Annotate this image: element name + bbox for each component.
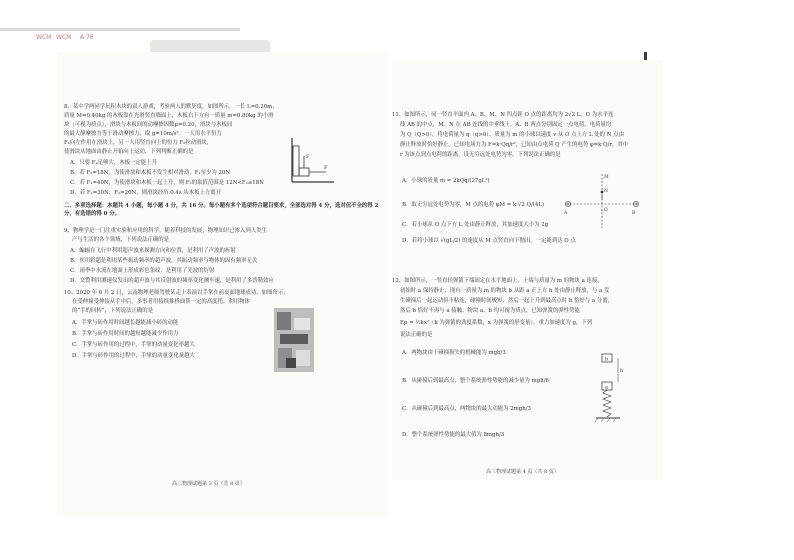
q10-option-b: B．手掌与砖作用时间的越短越能减少作用力 bbox=[72, 331, 179, 337]
q9-option-b: B．医用彩超是利用某些振动频率的超声波，其振动频率与物体的固有频率无关 bbox=[70, 258, 258, 264]
q12-line-1: 12、如图所示，一竖直轻弹簧下端固定在水平地面上，上端与质量为 m 的物块 a 连接， bbox=[392, 278, 603, 284]
q10-line-3: 的“手的回转”，下列说法正确的是 bbox=[72, 308, 153, 314]
fig12-label-h: h bbox=[620, 368, 624, 374]
q8-line-1: 8、某中学两同学玩积木块的双人游戏，考验两人的默契度。如图所示，一长 L=0.20m、 bbox=[64, 104, 278, 110]
fig11-label-m: M bbox=[604, 175, 609, 180]
q11-option-d: D．若将小球以 √(gL/2) 的速度从 M 点竖直向下抛出，一定能到达 O 点 bbox=[402, 238, 576, 244]
q12-option-b: B．从碰撞后到最高点，整个系统弹性势能的减少量为 mgh/6 bbox=[402, 378, 549, 384]
fig11-label-n: N bbox=[604, 189, 608, 194]
q9-option-d: D．交警利用测速仪发出的超声波与其反射波的频率变化测车速，是利用了多普勒效应 bbox=[70, 278, 274, 284]
q8-figure bbox=[286, 136, 336, 186]
q9-option-a: A．蝙蝠在飞行中利用超声波来探测方向和位置，是利用了声波的折射 bbox=[70, 248, 236, 254]
q12-option-c: C．从碰撞后到最高点，两物块的最大动能为 2mgh/3 bbox=[402, 406, 531, 412]
q11-line-5: r 为该点到点电荷的距离，设无穷远处电势为零，下列说法正确的是 bbox=[400, 152, 561, 158]
q9-line-2: 产与生活的各个领域，下列说法正确的是 bbox=[72, 237, 170, 243]
q8-option-a: A．只要 F₂足够大，木板一定能上升 bbox=[70, 160, 157, 166]
q8-option-b: B．若 F₂=18N，为使滑块和木板不发生相对滑动，F₁至少为 20N bbox=[70, 170, 231, 176]
q8-option-d: D．若 F₁=30N，F₂=20N，则滑块经历 0.4s 从木板上方离开 bbox=[70, 190, 222, 196]
header-mark-1: WCM bbox=[36, 34, 52, 41]
q12-line-6: 说法正确的是 bbox=[400, 332, 433, 338]
q9-line-1: 9、物理学是一门注重实验和应用的科学，随着科技的发展，物理知识已渗入到人类生 bbox=[64, 228, 267, 234]
q12-figure bbox=[592, 352, 628, 428]
q12-option-d: D．整个系统弹性势能的最大值为 8mgh/3 bbox=[402, 432, 505, 438]
exam-page-3 bbox=[58, 52, 388, 517]
header-mark-3: A·76 bbox=[80, 34, 94, 41]
q10-option-d: D．手掌与砖作用的过程中，手掌的动量变化量越大 bbox=[72, 353, 195, 359]
svg-text:F: F bbox=[306, 154, 310, 160]
q11-line-3: 为 Q（Q>0），将电荷量为 q（q>0）、质量为 m 的小球以速度 v 从 O 点上方 L 处的 N 点由 bbox=[400, 132, 624, 138]
fig12-label-a: a bbox=[605, 384, 608, 391]
q11-figure bbox=[562, 170, 642, 232]
q12-option-a: A．两物块由于碰撞损失的机械能为 mgh/3 bbox=[402, 350, 506, 356]
exam-page-4 bbox=[392, 60, 662, 480]
q11-line-1: 11、如图所示，同一竖直平面内 A、B、M、N 四点距 O 点的距离均为 2√2 L，O 为水平连 bbox=[392, 112, 614, 118]
header-mark-2: WCM bbox=[56, 34, 72, 41]
page-3-footer: 高三物理试题第 3 页（共 8 页） bbox=[172, 481, 245, 487]
q12-line-5: Ep = ½kx²（k 为弹簧的劲度系数，x 为弹簧的形变量），重力加速度为 g，下列 bbox=[400, 320, 593, 326]
q11-line-2: 线 AB 的中点，M、N 在 AB 连线的中垂线上。A、B 两点分别固定一点电荷，电荷量均 bbox=[400, 122, 612, 128]
q8-line-5: F₁向左作用在滑块上，另一人用竖直向上的恒力 F₂拉动滑块， bbox=[64, 140, 213, 146]
q11-option-c: C．若小球从 O 点下方 L 处由静止释放，其加速度大小为 2g bbox=[402, 222, 549, 228]
q12-line-3: 生碰撞后一起运动但不粘连，碰撞时间极短，然后一起上升到最高点时 b 恰好与 a 分离， bbox=[400, 298, 613, 304]
q10-option-a: A．手掌与砖作用时间越长越能减小砖的动能 bbox=[72, 320, 179, 326]
page-4-footer: 高三物理试题第 4 页（共 8 页） bbox=[486, 469, 559, 475]
q8-line-4: 的最大静摩擦力等于滑动摩擦力，取 g=10m/s²。一人用水平恒力 bbox=[64, 131, 222, 137]
q12-line-4: 然后 b 恰好不再与 a 接触。物块 a、b 均可视为质点，已知弹簧的弹性势能 bbox=[400, 308, 580, 314]
fig11-label-o: O bbox=[604, 208, 608, 213]
section-2-heading: 二、多项选择题：本题共 4 小题，每小题 4 分，共 16 分。每小题有多个选项符合题目要求，全部选对得 4 分，选对但不全的得 2 分，有选错的得 0 分。 bbox=[64, 203, 379, 217]
q8-line-3: 块（可视为质点），滑块与木板间的动摩擦因数μ=0.20，滑块与木板间 bbox=[64, 122, 233, 128]
svg-text:F: F bbox=[324, 165, 328, 171]
q11-option-b: B．取无穷远处电势为零，M 点的电势 φM = k·√2 Q/(4L) bbox=[402, 202, 545, 208]
q8-option-c: C．若 F₁=40N，为使滑块和木板一起上升，则 F₂的取值范围是 12N<F₂≤18N bbox=[70, 180, 264, 186]
q11-option-a: A．小球的质量 m = 2kQq/(27gL²) bbox=[402, 178, 490, 184]
q8-line-2: 质量 M=0.40kg 的木板靠在光滑竖直墙面上，木板右下方有一质量 m=0.80kg 的小滑 bbox=[64, 113, 274, 119]
q11-line-4: 静止释放时恰好静止。已知电场力为 F=k·Qq/r²，已知由点电荷 Q 产生的电势 φ=k·Q/r，其中 bbox=[400, 142, 629, 148]
q8-line-6: 使滑块从地面由静止开始向上运动，下列判断正确的是 bbox=[64, 149, 194, 155]
q10-option-c: C．手掌与砖作用的过程中，手掌的动量变化率越大 bbox=[72, 342, 195, 348]
q9-option-c: C．雨季中水流在地面上形成彩色条纹，是利用了光波的衍射 bbox=[70, 268, 215, 274]
scanner-shadow-top bbox=[0, 28, 240, 31]
q10-line-2: 在受伸撞受伸接从手中后，多事者用接续推桥面帮一定的高度托，利用物体 bbox=[72, 299, 250, 305]
fig12-label-b: b bbox=[605, 356, 609, 363]
fig11-label-b: B bbox=[632, 211, 636, 216]
fig11-label-a: A bbox=[564, 211, 568, 216]
q10-line-1: 10、2020 年 6 月 2 日，云南物理老师驾驶某走上表演以手掌在前桌面地球成功。如图所示， bbox=[64, 290, 289, 296]
q12-line-2: 初始时 a 保持静止；现有一质量为 m 的物块 b 从距 a 正上方 h 处由静止释放，与 a 发 bbox=[400, 288, 610, 294]
q10-photo bbox=[274, 308, 314, 372]
